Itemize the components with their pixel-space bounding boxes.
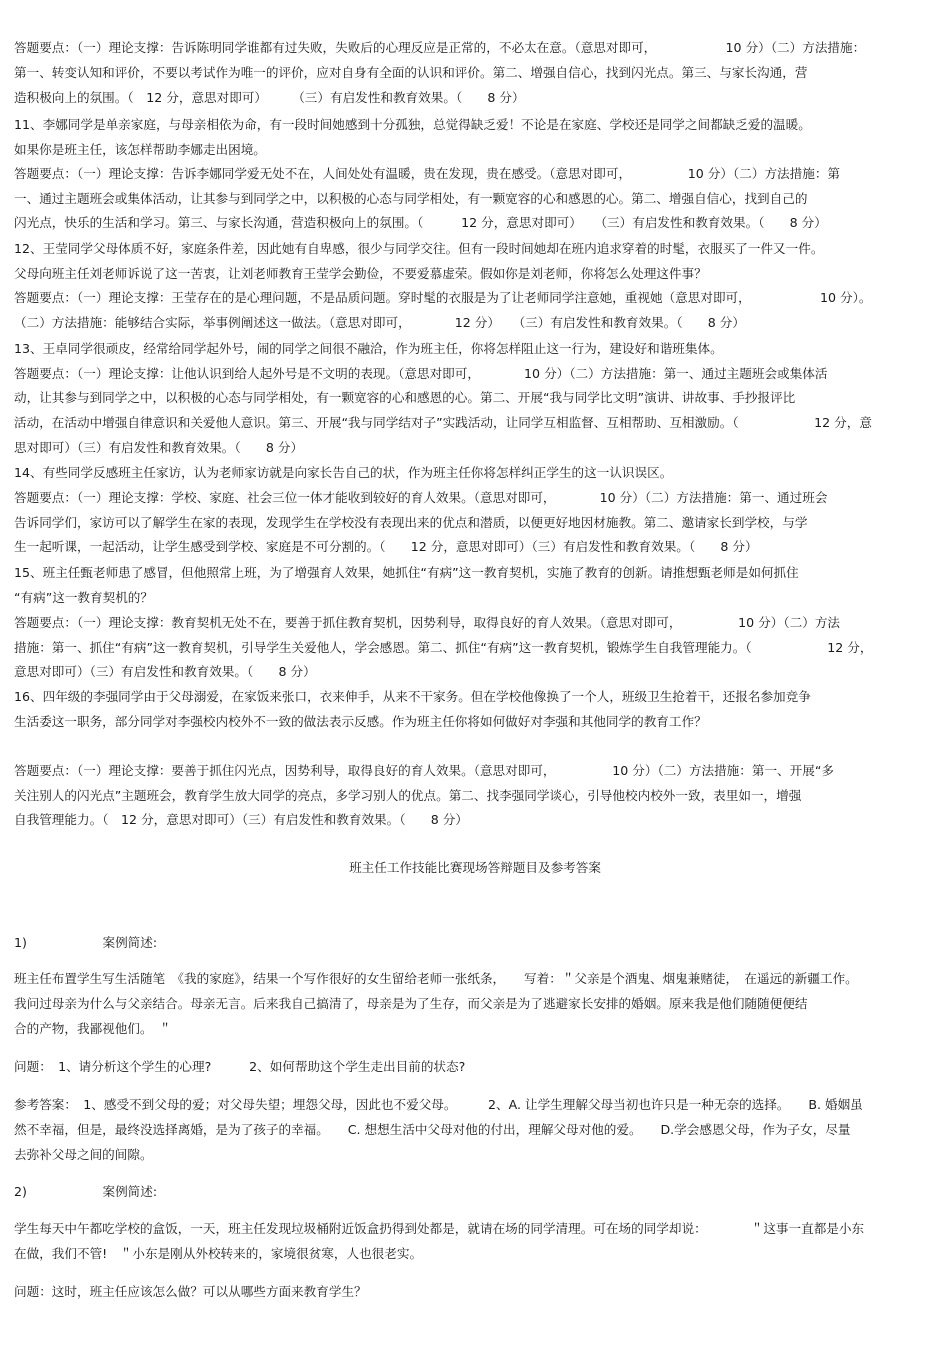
text-line: 措施：第一、抓住“有病”这一教育契机，引导学生关爱他人，学会感恩。第二、抓住“有病”这一教育契机，锻炼学生自我管理能力。（ 12 分，: [14, 640, 873, 655]
text-line: 生一起听课，一起活动，让学生感受到学校、家庭是不可分割的。（ 12 分，意思对即可）（三）有启发性和教育效果。（ 8 分）: [14, 539, 758, 554]
text-line: “有病”这一教育契机的？: [14, 590, 153, 605]
question-15: 15、班主任甄老师患了感冒，但他照常上班，为了增强育人效果，她抓住“有病”这一教育契机，实施了教育的创新。请推想甄老师是如何抓住: [14, 565, 799, 580]
question-14: 14、有些同学反感班主任家访，认为老师家访就是向家长告自己的状，作为班主任你将怎样纠正学生的这一认识误区。: [14, 465, 673, 480]
text-line: 答题要点：（一）理论支撑：教育契机无处不在，要善于抓住教育契机，因势利导，取得良好的育人效果。（意思对即可， 10 分）（二）方法: [14, 615, 841, 630]
text-line: 答题要点：（一）理论支撑：学校、家庭、社会三位一体才能收到较好的育人效果。（意思对即可， 10 分）（二）方法措施：第一、通过班会: [14, 490, 828, 505]
text-line: 班主任布置学生写生活随笔 《我的家庭》，结果一个写作很好的女生留给老师一张纸条， 写着：＂父亲是个酒鬼、烟鬼兼赌徒， 在遥远的新疆工作。: [14, 971, 858, 986]
case-heading-2: 2) 案例简述:: [14, 1184, 158, 1199]
text-line: 自我管理能力。（ 12 分，意思对即可）（三）有启发性和教育效果。（ 8 分）: [14, 812, 468, 827]
text-line: 告诉同学们，家访可以了解学生在家的表现，发现学生在学校没有表现出来的优点和潜质，以便更好地因材施教。第二、邀请家长到学校，与学: [14, 515, 808, 530]
text-line: 活动，在活动中增强自律意识和关爱他人意识。第三、开展“我与同学结对子”实践活动，让同学互相监督、互相帮助、互相激励。（ 12 分，意: [14, 415, 872, 430]
text-line: 父母向班主任刘老师诉说了这一苦衷，让刘老师教育王莹学会勤俭，不要爱慕虚荣。假如你是刘老师，你将怎么处理这件事？: [14, 266, 707, 281]
text-line: 思对即可）（三）有启发性和教育效果。（ 8 分）: [14, 440, 304, 455]
text-line: 生活委这一职务，部分同学对李强校内校外不一致的做法表示反感。作为班主任你将如何做好对李强和其他同学的教育工作？: [14, 714, 707, 729]
question-12: 12、王莹同学父母体质不好，家庭条件差，因此她有自卑感，很少与同学交往。但有一段时间她却在班内追求穿着的时髦，衣服买了一件又一件。: [14, 241, 824, 256]
text-line: 答题要点：（一）理论支撑：让他认识到给人起外号是不文明的表现。（意思对即可， 10 分）（二）方法措施：第一、通过主题班会或集体活: [14, 366, 828, 381]
text-line: 合的产物，我鄙视他们。 ＂: [14, 1021, 172, 1036]
text-line: 闪光点，快乐的生活和学习。第三、与家长沟通，营造积极向上的氛围。（ 12 分，意思对即可） （三）有启发性和教育效果。（ 8 分）: [14, 215, 827, 230]
text-line: 我问过母亲为什么与父亲结合。母亲无言。后来我自己搞清了，母亲是为了生存，而父亲是为了逃避家长安排的婚姻。原来我是他们随随便便结: [14, 996, 808, 1011]
text-line: 意思对即可）（三）有启发性和教育效果。（ 8 分）: [14, 664, 316, 679]
text-line: 答题要点：（一）理论支撑：王莹存在的是心理问题，不是品质问题。穿时髦的衣服是为了让老师同学注意她，重视她（意思对即可， 10 分）。: [14, 290, 872, 305]
question-11: 11、李娜同学是单亲家庭，与母亲相依为命，有一段时间她感到十分孤独，总觉得缺乏爱！不论是在家庭、学校还是同学之间都缺乏爱的温暖。: [14, 117, 811, 132]
section-title: 班主任工作技能比赛现场答辩题目及参考答案: [349, 860, 601, 875]
text-line: 答题要点：（一）理论支撑：告诉陈明同学谁都有过失败，失败后的心理反应是正常的，不必太在意。（意思对即可， 10 分）（二）方法措施：: [14, 40, 866, 55]
case-question-1: 问题： 1、请分析这个学生的心理? 2、如何帮助这个学生走出目前的状态?: [14, 1059, 466, 1074]
text-line: 答题要点：（一）理论支撑：要善于抓住闪光点，因势利导，取得良好的育人效果。（意思对即可， 10 分）（二）方法措施：第一、开展“多: [14, 763, 834, 778]
text-line: 学生每天中午都吃学校的盒饭，一天，班主任发现垃圾桶附近饭盒扔得到处都是，就请在场的同学清理。可在场的同学却说： ＂这事一直都是小东: [14, 1221, 865, 1236]
case-heading-1: 1) 案例简述:: [14, 935, 158, 950]
question-13: 13、王卓同学很顽皮，经常给同学起外号，闹的同学之间很不融洽，作为班主任，你将怎样阻止这一行为，建设好和谐班集体。: [14, 341, 723, 356]
text-line: 如果你是班主任，该怎样帮助李娜走出困境。: [14, 142, 266, 157]
question-16: 16、四年级的李强同学由于父母溺爱，在家饭来张口，衣来伸手，从来不干家务。但在学校他像换了一个人，班级卫生抢着干，还报名参加竞争: [14, 689, 811, 704]
text-line: （二）方法措施：能够结合实际，举事例阐述这一做法。（意思对即可， 12 分） （三）有启发性和教育效果。（ 8 分）: [14, 315, 745, 330]
case-question-2: 问题：这时，班主任应该怎么做？可以从哪些方面来教育学生？: [14, 1284, 367, 1299]
text-line: 一、通过主题班会或集体活动，让其参与到同学之中，以积极的心态与同学相处，有一颗宽容的心和感恩的心。第二、增强自信心，找到自己的: [14, 191, 808, 206]
reference-answer: 参考答案： 1、感受不到父母的爱；对父母失望；埋怨父母，因此也不爱父母。 2、A. 让学生理解父母当初也许只是一种无奈的选择。 B. 婚姻虽: [14, 1097, 863, 1112]
text-line: 去弥补父母之间的间隙。: [14, 1147, 153, 1162]
text-line: 答题要点：（一）理论支撑：告诉李娜同学爱无处不在，人间处处有温暖，贵在发现，贵在感受。（意思对即可， 10 分）（二）方法措施：第: [14, 166, 841, 181]
text-line: 然不幸福，但是，最终没选择离婚，是为了孩子的幸福。 C. 想想生活中父母对他的付出，理解父母对他的爱。 D.学会感恩父母，作为子女，尽量: [14, 1122, 851, 1137]
text-line: 在做，我们不管! ＂小东是刚从外校转来的，家境很贫寒，人也很老实。: [14, 1246, 423, 1261]
text-line: 造积极向上的氛围。（ 12 分，意思对即可） （三）有启发性和教育效果。（ 8 分）: [14, 90, 525, 105]
text-line: 关注别人的闪光点”主题班会，教育学生放大同学的亮点，多学习别人的优点。第二、找李强同学谈心，引导他校内校外一致，表里如一，增强: [14, 788, 802, 803]
text-line: 动，让其参与到同学之中，以积极的心态与同学相处，有一颗宽容的心和感恩的心。第二、开展“我与同学比文明”演讲、讲故事、手抄报评比: [14, 390, 796, 405]
text-line: 第一、转变认知和评价，不要以考试作为唯一的评价，应对自身有全面的认识和评价。第二、增强自信心，找到闪光点。第三、与家长沟通，营: [14, 65, 808, 80]
